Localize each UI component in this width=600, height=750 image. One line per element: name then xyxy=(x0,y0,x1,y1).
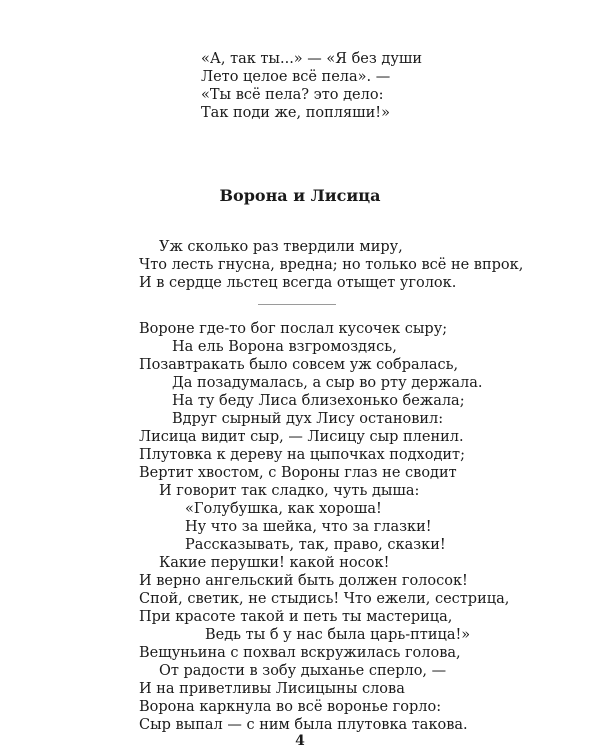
body-line-19: Вещуньина с похвал вскружилась голова, xyxy=(139,645,461,661)
body-line-7: Лисица видит сыр, — Лисицу сыр пленил. xyxy=(139,429,464,445)
body-line-17: При красоте такой и петь ты мастерица, xyxy=(139,609,453,625)
body-line-18: Ведь ты б у нас была царь-птица!» xyxy=(205,627,471,643)
body-line-10: И говорит так сладко, чуть дыша: xyxy=(159,483,420,499)
body-line-14: Какие перушки! какой носок! xyxy=(159,555,390,571)
stanza-top-line-4: Так поди же, попляши!» xyxy=(201,105,390,121)
poem-title: Ворона и Лисица xyxy=(219,186,381,205)
body-line-8: Плутовка к дереву на цыпочках подходит; xyxy=(139,447,465,463)
body-line-21: И на приветливы Лисицыны слова xyxy=(139,681,405,697)
body-line-1: Вороне где-то бог послал кусочек сыру; xyxy=(139,321,448,337)
stanza-top-line-2: Лето целое всё пела». — xyxy=(201,69,391,85)
body-line-5: На ту беду Лиса близехонько бежала; xyxy=(172,393,465,409)
body-line-4: Да позадумалась, а сыр во рту держала. xyxy=(172,375,483,391)
body-line-23: Сыр выпал — с ним была плутовка такова. xyxy=(139,717,468,733)
body-line-6: Вдруг сырный дух Лису остановил: xyxy=(172,411,444,427)
body-line-12: Ну что за шейка, что за глазки! xyxy=(185,519,432,535)
body-line-2: На ель Ворона взгромоздясь, xyxy=(172,339,397,355)
body-line-3: Позавтракать было совсем уж собралась, xyxy=(139,357,459,373)
section-divider xyxy=(258,304,336,305)
stanza-top-line-3: «Ты всё пела? это дело: xyxy=(201,87,384,103)
body-line-22: Ворона каркнула во всё воронье горло: xyxy=(139,699,442,715)
body-line-11: «Голубушка, как хороша! xyxy=(185,501,382,517)
body-line-16: Спой, светик, не стыдись! Что ежели, сестрица, xyxy=(139,591,510,607)
body-line-15: И верно ангельский быть должен голосок! xyxy=(139,573,468,589)
stanza-top-line-1: «А, так ты...» — «Я без души xyxy=(201,51,423,67)
moral-line-1: Уж сколько раз твердили миру, xyxy=(159,239,403,255)
body-line-9: Вертит хвостом, с Вороны глаз не сводит xyxy=(139,465,457,481)
moral-line-2: Что лесть гнусна, вредна; но только всё не впрок, xyxy=(139,257,524,273)
body-line-20: От радости в зобу дыханье сперло, — xyxy=(159,663,447,679)
page-number: 4 xyxy=(295,733,305,749)
body-line-13: Рассказывать, так, право, сказки! xyxy=(185,537,446,553)
moral-line-3: И в сердце льстец всегда отыщет уголок. xyxy=(139,275,457,291)
